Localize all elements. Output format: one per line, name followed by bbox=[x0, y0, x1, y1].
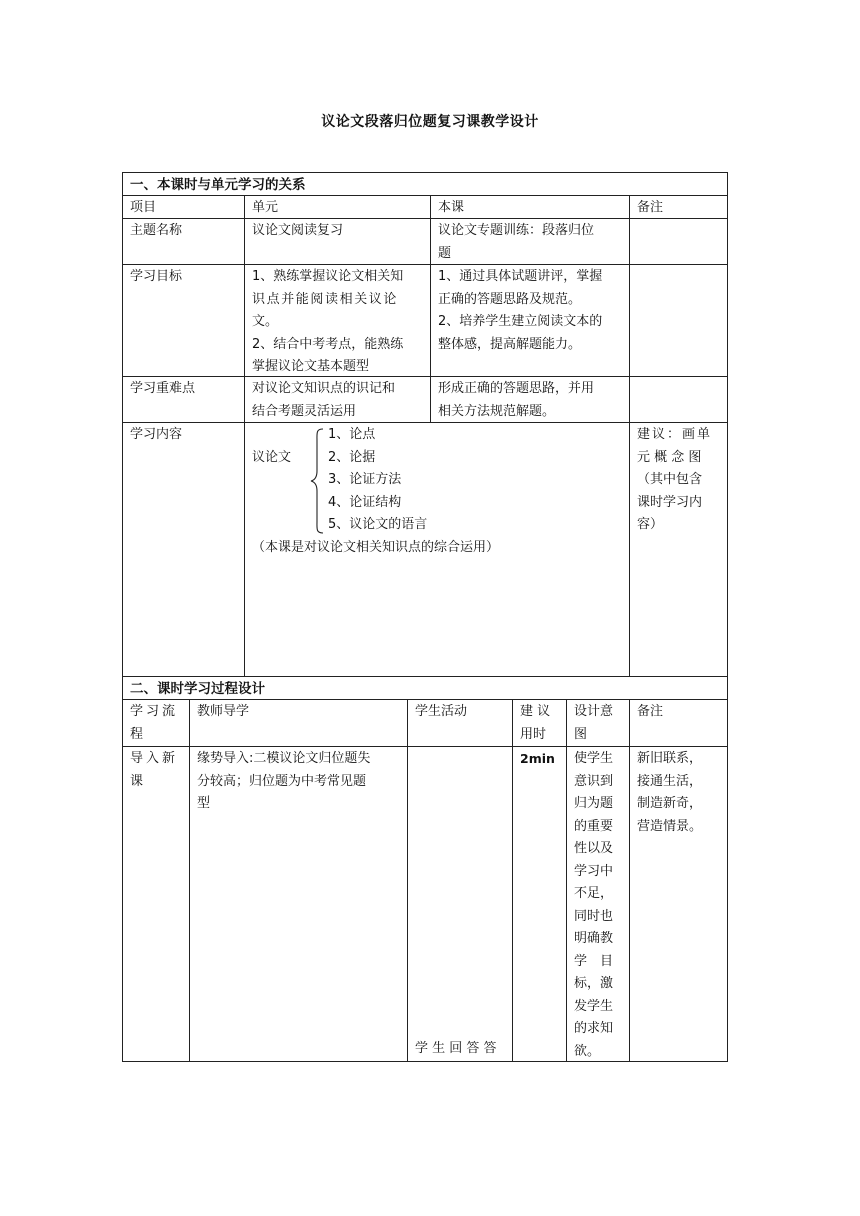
curly-brace-icon bbox=[310, 427, 324, 535]
content-note: （本课是对议论文相关知识点的综合运用） bbox=[252, 540, 500, 555]
row-lesson-text: 议论文专题训练：段落归位 题 bbox=[438, 223, 595, 261]
brace-label: 议论文 bbox=[252, 450, 292, 465]
row-lesson-text: 1、通过具体试题讲评，掌握 正确的答题思路及规范。 2、培养学生建立阅读文本的 整体感，提高解题能力。 bbox=[438, 269, 603, 352]
col-header-time: 建 议 用时 bbox=[520, 704, 551, 742]
row-lesson-text: 形成正确的答题思路，并用 相关方法规范解题。 bbox=[438, 381, 595, 419]
row-unit-text: 议论文阅读复习 bbox=[252, 223, 344, 238]
list-item: 4、论证结构 bbox=[328, 494, 402, 510]
row-item-label: 学习重难点 bbox=[130, 381, 196, 396]
document-title: 议论文段落归位题复习课教学设计 bbox=[321, 114, 539, 130]
remark-cell: 新旧联系， 接通生活， 制造新奇， 营造情景。 bbox=[637, 751, 703, 834]
section2-heading: 二、课时学习过程设计 bbox=[130, 681, 265, 697]
row-item-label: 学习内容 bbox=[130, 427, 183, 442]
flow-cell: 导入新 课 bbox=[130, 751, 179, 789]
row-unit-text: 1、熟练掌握议论文相关知 识点并能阅读相关议论 文。 2、结合中考考点，能熟练 掌握议论文基本题型 bbox=[252, 269, 404, 374]
row-item-label: 学习目标 bbox=[130, 269, 183, 284]
knowledge-points-list bbox=[328, 424, 427, 537]
col-header-remark: 备注 bbox=[637, 704, 664, 719]
section1-heading: 一、本课时与单元学习的关系 bbox=[130, 177, 306, 193]
col-header-lesson: 本课 bbox=[438, 200, 465, 215]
col-header-intent: 设计意 图 bbox=[574, 704, 614, 742]
list-item: 2、论据 bbox=[328, 449, 376, 465]
list-item: 1、论点 bbox=[328, 427, 376, 442]
time-cell: 2min bbox=[520, 751, 555, 766]
intent-cell: 使学生 意识到 归为题 的重要 性以及 学习中 不足， 同时也 明确教 学 目 标，激 发学生 的求知 欲。 bbox=[574, 751, 614, 1059]
student-cell: 学 生 回 答 答 bbox=[415, 1041, 497, 1056]
col-header-flow: 学习流 程 bbox=[130, 704, 179, 742]
row-item-label: 主题名称 bbox=[130, 223, 183, 238]
teacher-cell: 缘势导入:二模议论文归位题失 分较高；归位题为中考常见题 型 bbox=[197, 751, 371, 811]
col-header-remark: 备注 bbox=[637, 200, 664, 215]
list-item: 3、论证方法 bbox=[328, 472, 402, 487]
list-item: 5、议论文的语言 bbox=[328, 517, 428, 532]
row-unit-text: 对议论文知识点的识记和 结合考题灵活运用 bbox=[252, 381, 396, 419]
content-remark: 建议：画单 元 概 念 图 （其中包含 课时学习内 容） bbox=[637, 427, 713, 532]
col-header-item: 项目 bbox=[130, 200, 157, 215]
col-header-student: 学生活动 bbox=[415, 704, 468, 719]
col-header-teacher: 教师导学 bbox=[197, 704, 250, 719]
col-header-unit: 单元 bbox=[252, 200, 279, 215]
